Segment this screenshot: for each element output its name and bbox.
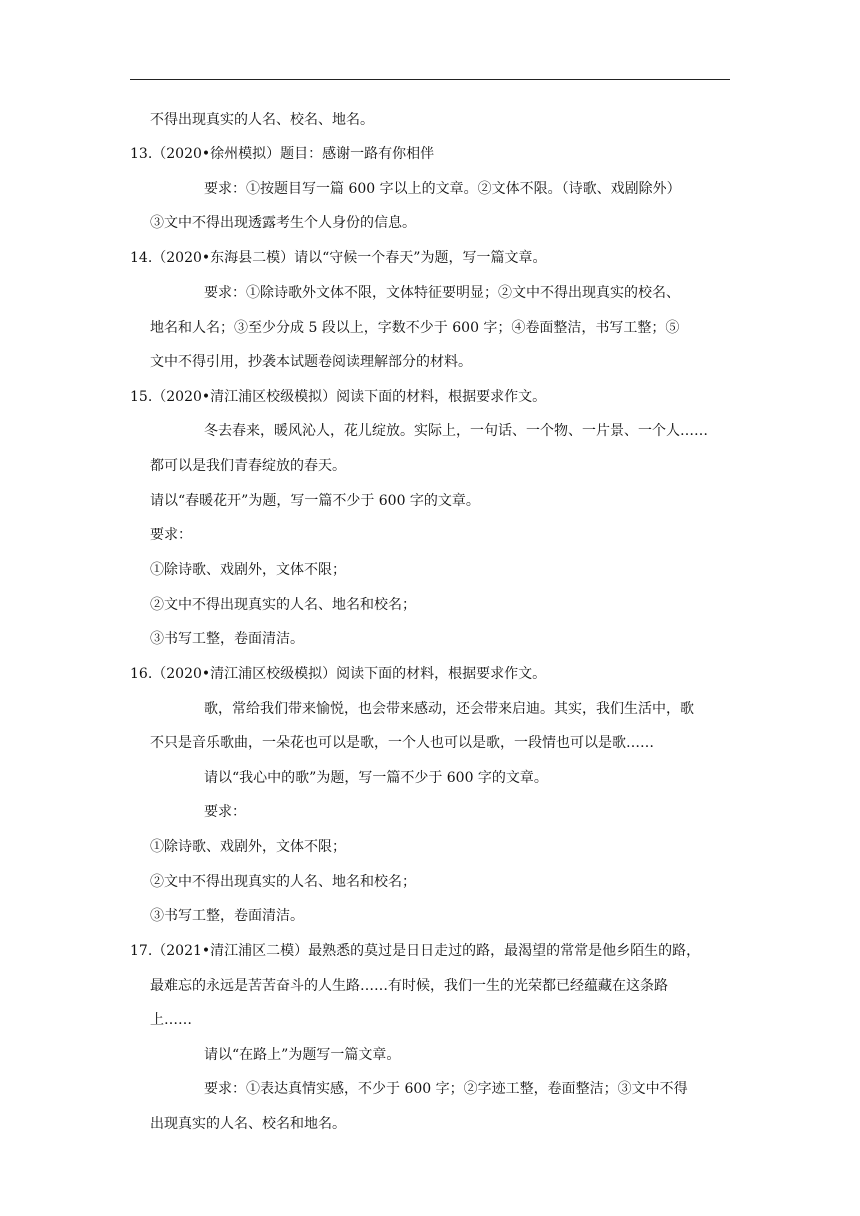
- question-17: 17.（2021•清江浦区二模）最熟悉的莫过是日日走过的路，最渴望的常常是他乡陌生的路，: [130, 943, 701, 959]
- text-line: 不得出现真实的人名、校名、地名。: [150, 112, 374, 128]
- text-line: 要求：①除诗歌外文体不限，文体特征要明显；②文中不得出现真实的校名、: [204, 285, 680, 301]
- text-line: 要求：: [204, 804, 246, 820]
- text-line: ①除诗歌、戏剧外，文体不限；: [150, 562, 346, 578]
- text-line: 都可以是我们青春绽放的春天。: [150, 458, 346, 474]
- text-line: 歌，常给我们带来愉悦，也会带来感动，还会带来启迪。其实，我们生活中，歌: [204, 701, 694, 717]
- question-13: 13.（2020•徐州模拟）题目：感谢一路有你相伴: [130, 146, 435, 162]
- text-line: 不只是音乐歌曲，一朵花也可以是歌，一个人也可以是歌，一段情也可以是歌……: [150, 735, 654, 751]
- text-line: 要求：: [150, 527, 192, 543]
- text-line: ②文中不得出现真实的人名、地名和校名；: [150, 874, 416, 890]
- question-15: 15.（2020•清江浦区校级模拟）阅读下面的材料，根据要求作文。: [130, 389, 547, 405]
- text-line: 文中不得引用，抄袭本试题卷阅读理解部分的材料。: [150, 354, 472, 370]
- text-line: 冬去春来，暖风沁人，花儿绽放。实际上，一句话、一个物、一片景、一个人……: [204, 423, 708, 439]
- text-line: ③书写工整，卷面清洁。: [150, 631, 304, 647]
- text-line: 最难忘的永远是苦苦奋斗的人生路……有时候，我们一生的光荣都已经蕴藏在这条路: [150, 978, 668, 994]
- text-line: 请以“我心中的歌”为题，写一篇不少于 600 字的文章。: [204, 770, 548, 786]
- text-line: 请以“春暖花开”为题，写一篇不少于 600 字的文章。: [150, 493, 480, 509]
- text-line: ③书写工整，卷面清洁。: [150, 908, 304, 924]
- question-16: 16.（2020•清江浦区校级模拟）阅读下面的材料，根据要求作文。: [130, 666, 547, 682]
- text-line: 要求：①按题目写一篇 600 字以上的文章。②文体不限。（诗歌、戏剧除外）: [204, 181, 681, 197]
- question-14: 14.（2020•东海县二模）请以“守候一个春天”为题，写一篇文章。: [130, 250, 547, 266]
- text-line: 要求：①表达真情实感，不少于 600 字；②字迹工整，卷面整洁；③文中不得: [204, 1081, 688, 1097]
- text-line: ①除诗歌、戏剧外，文体不限；: [150, 839, 346, 855]
- header-rule: [130, 79, 730, 80]
- text-line: 请以“在路上”为题写一篇文章。: [204, 1047, 401, 1063]
- text-line: ②文中不得出现真实的人名、地名和校名；: [150, 597, 416, 613]
- text-line: ③文中不得出现透露考生个人身份的信息。: [150, 215, 416, 231]
- text-line: 上……: [150, 1012, 192, 1028]
- text-line: 出现真实的人名、校名和地名。: [150, 1116, 346, 1132]
- text-line: 地名和人名；③至少分成 5 段以上，字数不少于 600 字；④卷面整洁，书写工整；⑤: [150, 320, 680, 336]
